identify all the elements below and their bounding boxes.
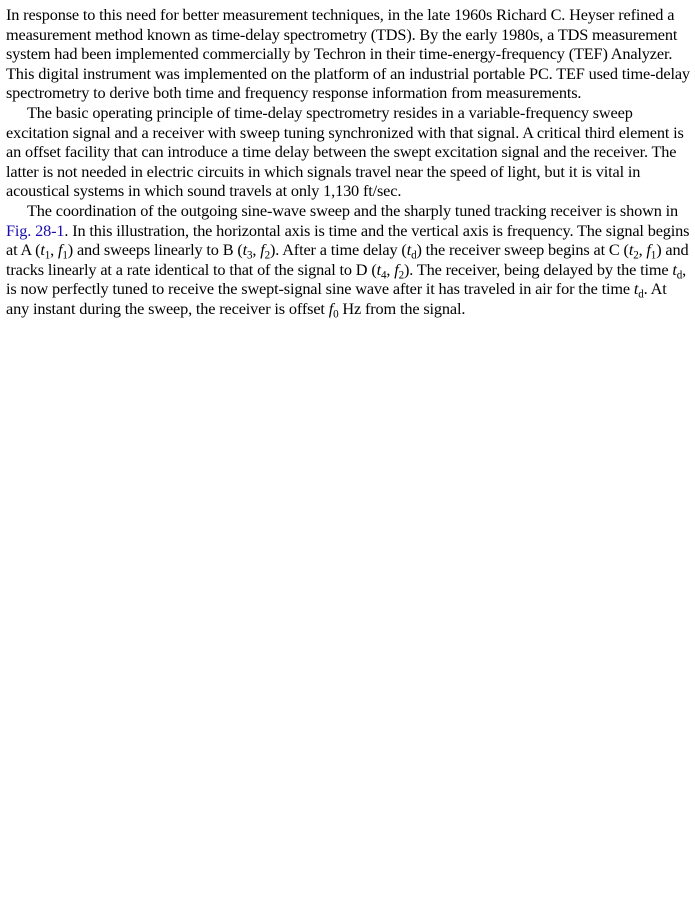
text-segment: ). The receiver, being delayed by the time: [403, 259, 673, 279]
variable-t4: $t_4$: [376, 259, 387, 282]
text-segment: ) and sweeps linearly to B (: [67, 240, 243, 260]
variable-td: $t_d$: [672, 259, 683, 282]
text-segment: ) and tracks linearly at a rate identical to that of the signal to D (: [6, 240, 689, 279]
variable-t3: $t_3$: [242, 240, 253, 262]
text-segment: ) the receiver sweep begins at C (: [416, 240, 629, 260]
text-segment: The coordination of the outgoing sine-wave sweep and the sharply tuned tracking receiver is shown in: [27, 200, 678, 220]
text-segment: , is now perfectly tuned to receive the swept-signal sine wave after it has traveled in air for the time: [6, 259, 687, 299]
text-segment: Hz from the signal.: [338, 298, 466, 318]
variable-t2: $t_2$: [628, 240, 639, 262]
paragraph-sweep-coordination: The coordination of the outgoing sine-wave sweep and the sharply tuned tracking receiver is shown in Fig. 28-1. In this illustration, the horizontal axis is time and the vertical axis is frequency. The signal begins at A ($t_1$, $f_1$) and sweeps linearly to B ($t_3$, $f_2$). After a time delay $(t_d)$ the receiver sweep begins at C ($t_2$, $f_1$) and tracks linearly at a rate identical to that of the signal to D ($t_4$, $f_2$). The receiver, being delayed by the time $t_d$, is now perfectly tuned to receive the swept-signal sine wave after it has traveled in air for the time $t_d$. At any instant during the sweep, the receiver is offset $f_0$ Hz from the signal.: [6, 200, 690, 321]
variable-f2: $f_2$: [394, 259, 404, 282]
text-segment: . At any instant during the sweep, the receiver is offset: [6, 279, 667, 318]
paragraph-operating-principle: The basic operating principle of time-delay spectrometry resides in a variable-frequency sweep excitation signal and a receiver with sweep tuning synchronized with that signal. A critical third element is an offset facility that can introduce a time delay between the swept excitation signal and the receiver. The latter is not needed in electric circuits in which signals travel near the speed of light, but it is vital in acoustical systems in which sound travels at only 1,130 ft/sec.: [6, 102, 684, 201]
text-segment: . In this illustration, the horizontal axis is time and the vertical axis is frequency. The signal begins at A (: [6, 220, 690, 260]
variable-td: $t_d$: [633, 279, 644, 301]
variable-f1: $f_1$: [646, 240, 657, 262]
variable-f0: $f_0$: [328, 298, 339, 321]
text-segment: ). After a time delay (: [269, 240, 407, 260]
figure-link-28-1[interactable]: Fig. 28-1: [6, 220, 65, 240]
variable-f1: $f_1$: [57, 240, 68, 262]
document-body: [6, 5, 690, 319]
variable-td: $t_d$: [406, 240, 417, 262]
variable-t1: $t_1$: [40, 240, 51, 262]
paragraph-tds-history: In response to this need for better measurement techniques, in the late 1960s Richard C. Heyser refined a measurement method known as time-delay spectrometry (TDS). By the early 1980s, a TDS measurement system had been implemented commercially by Techron in their time-energy-frequency (TEF) Analyzer. This digital instrument was implemented on the platform of an industrial portable PC. TEF used time-delay spectrometry to derive both time and frequency response information from measurements.: [6, 5, 690, 103]
variable-f2: $f_2$: [260, 240, 270, 262]
